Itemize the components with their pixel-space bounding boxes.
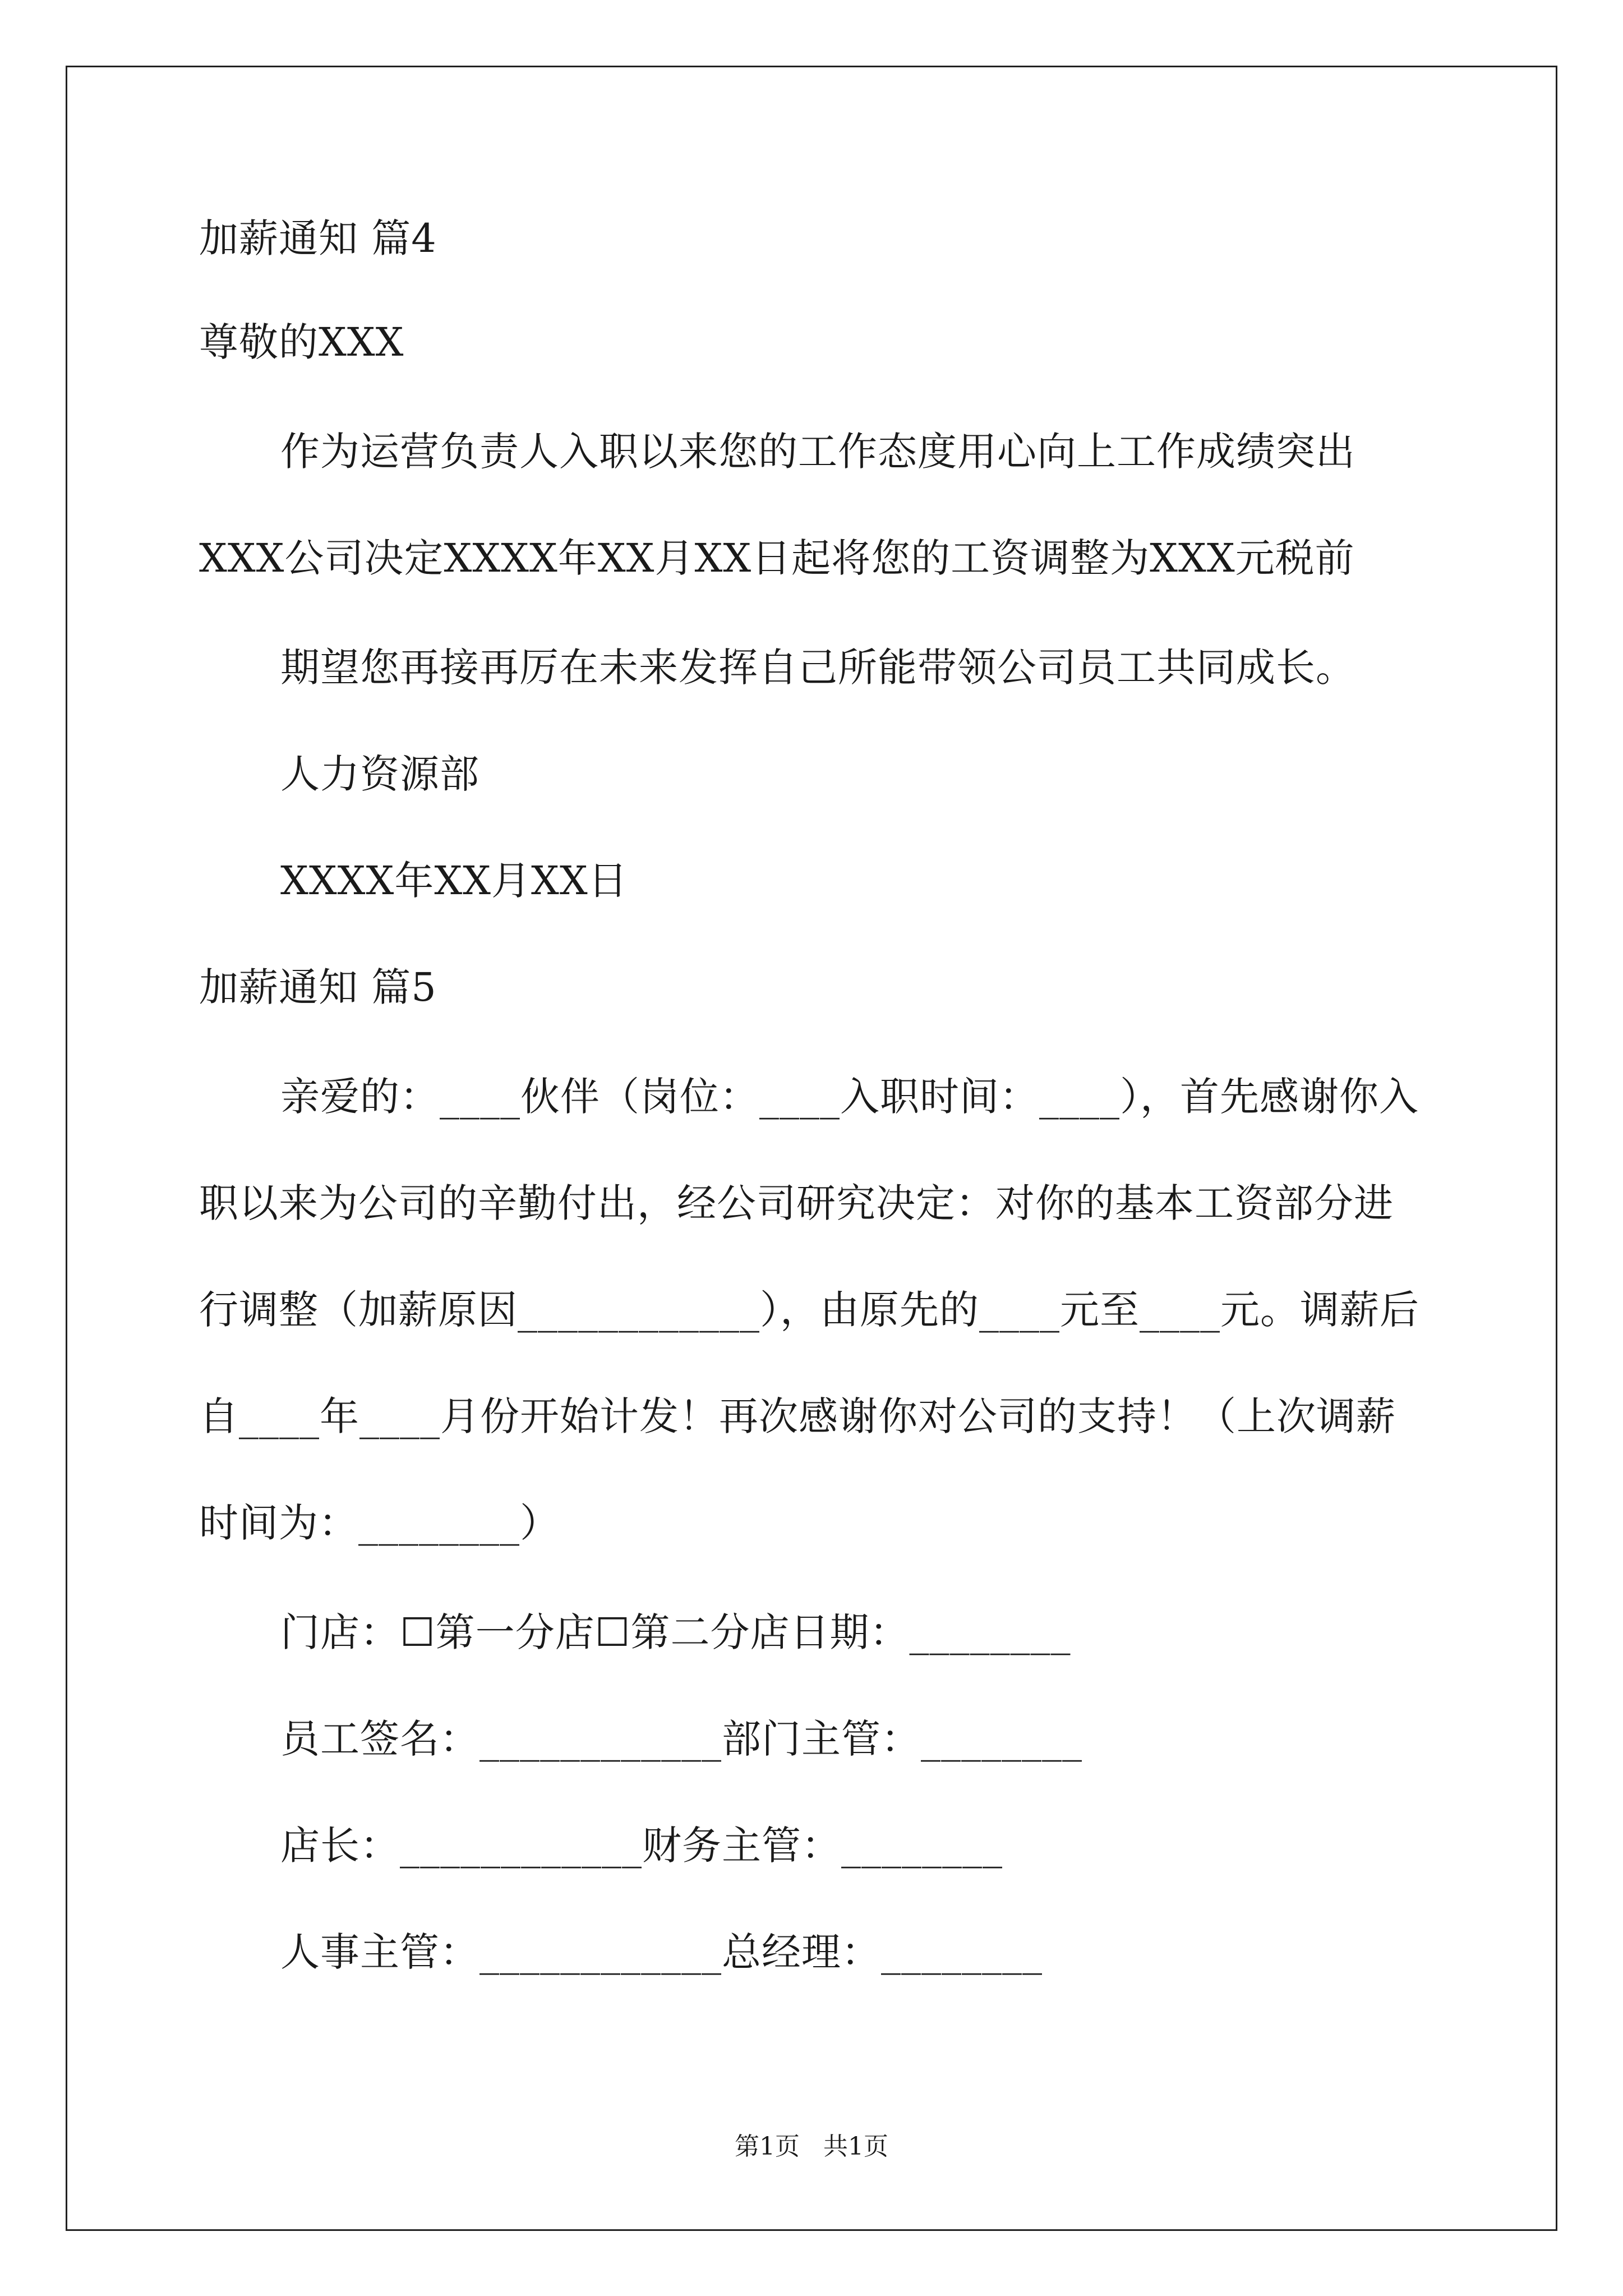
- section5-body-line5: 时间为：________）: [199, 1500, 560, 1546]
- page-border: [66, 66, 1557, 2231]
- section4-heading: 加薪通知 篇4: [199, 215, 437, 261]
- section5-body-line1: 亲爱的：____伙伴（岗位：____入职时间：____），首先感谢你入: [280, 1074, 1419, 1120]
- section5-store-line: 门店：☐第一分店☐第二分店日期：________: [280, 1609, 1071, 1655]
- section5-heading: 加薪通知 篇5: [199, 964, 437, 1010]
- section5-signature-line1: 员工签名：____________部门主管：________: [280, 1716, 1082, 1762]
- section4-paragraph2: 期望您再接再厉在未来发挥自己所能带领公司员工共同成长。: [280, 645, 1355, 691]
- section4-signoff-department: 人力资源部: [280, 751, 479, 797]
- section4-salutation: 尊敬的XXX: [199, 319, 404, 365]
- section5-signature-line3: 人事主管：____________总经理：________: [280, 1929, 1043, 1975]
- section4-paragraph1-line1: 作为运营负责人入职以来您的工作态度用心向上工作成绩突出: [280, 429, 1355, 475]
- page-footer: 第1页 共1页: [735, 2132, 888, 2161]
- section5-body-line2: 职以来为公司的辛勤付出，经公司研究决定：对你的基本工资部分进: [199, 1180, 1394, 1226]
- section4-signoff-date: XXXX年XX月XX日: [280, 858, 628, 904]
- section5-body-line3: 行调整（加薪原因____________），由原先的____元至____元。调薪后: [199, 1287, 1419, 1333]
- section4-paragraph1-line2: XXX公司决定XXXX年XX月XX日起将您的工资调整为XXX元税前: [199, 535, 1355, 581]
- section5-body-line4: 自____年____月份开始计发！再次感谢你对公司的支持！（上次调薪: [199, 1393, 1396, 1439]
- section5-signature-line2: 店长：____________财务主管：________: [280, 1823, 1003, 1869]
